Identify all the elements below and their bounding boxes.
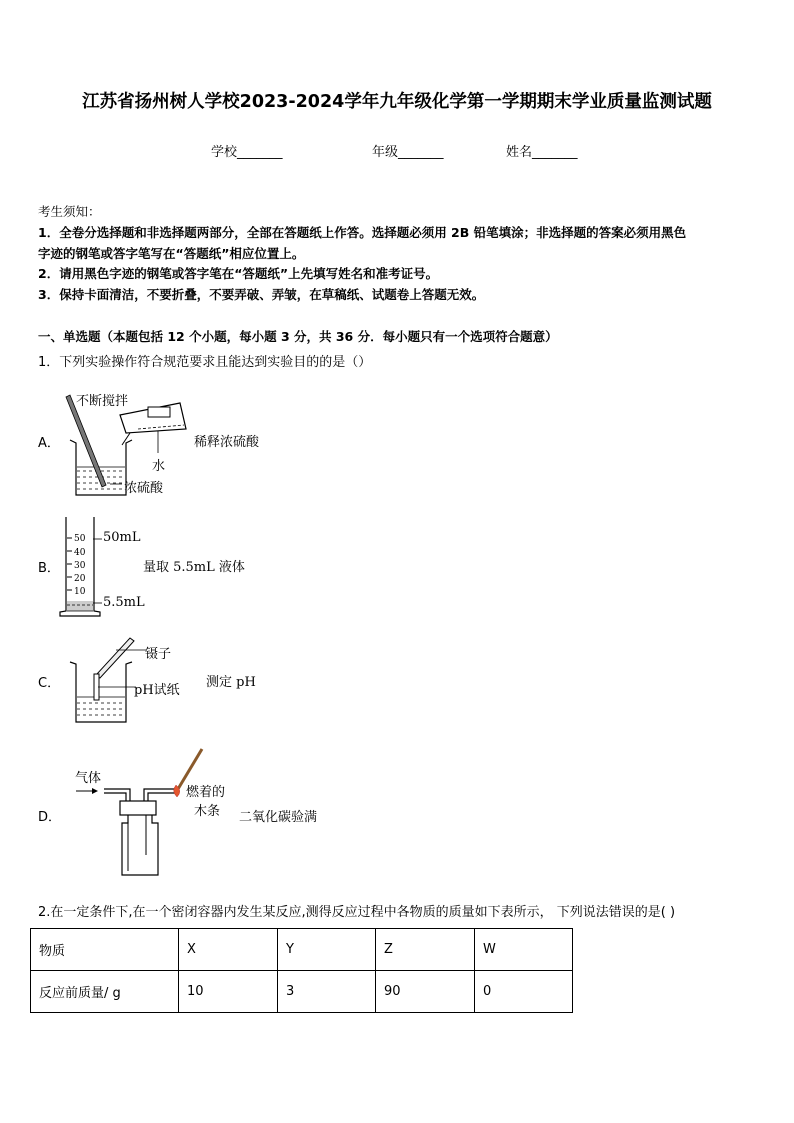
tick-label: 40	[74, 548, 86, 558]
cylinder-bottom-label: 5.5mL	[103, 595, 145, 610]
table-cell: X	[179, 929, 278, 971]
notice-item: 1．全卷分选择题和非选择题两部分，全部在答题纸上作答。选择题必须用 2B 铅笔填涂；非选择题的答案必须用黑色	[38, 225, 687, 240]
option-d-letter: D．	[38, 810, 62, 825]
tick-label: 50	[74, 534, 86, 544]
tweezers-label: 镊子	[145, 647, 172, 662]
table-cell: 3	[278, 971, 376, 1013]
option-a-letter: A．	[38, 436, 60, 451]
tick-label: 10	[74, 587, 86, 597]
option-d-caption: 二氧化碳验满	[239, 810, 318, 825]
notice-item: 字迹的钢笔或答字笔写在“答题纸”相应位置上。	[38, 246, 305, 261]
section-heading: 一、单选题（本题包括 12 个小题，每小题 3 分，共 36 分．每小题只有一个选项符合题意）	[38, 329, 558, 344]
table-row	[31, 971, 573, 1013]
notice-item: 3．保持卡面清洁，不要折叠，不要弄破、弄皱，在草稿纸、试题卷上答题无效。	[38, 287, 485, 302]
table-cell: 10	[179, 971, 278, 1013]
mass-table	[30, 928, 573, 1013]
graduated-cylinder	[58, 515, 108, 619]
grade-field: 年级_______	[372, 145, 444, 160]
water-label: 水	[152, 459, 166, 474]
gas-label: 气体	[75, 771, 102, 786]
table-row	[31, 929, 573, 971]
school-field: 学校_______	[211, 145, 283, 160]
option-a-caption: 稀释浓硫酸	[194, 435, 260, 450]
tick-label: 30	[74, 561, 86, 571]
option-b-caption: 量取 5.5mL 液体	[143, 560, 245, 575]
table-cell: 物质	[31, 929, 179, 971]
option-c-letter: C．	[38, 676, 61, 691]
option-b-letter: B．	[38, 561, 60, 576]
cylinder-top-label: 50mL	[103, 530, 141, 545]
question-1-stem: 1．下列实验操作符合规范要求且能达到实验目的的是（）	[38, 355, 372, 370]
notice-item: 2．请用黑色字迹的钢笔或答字笔在“答题纸”上先填写姓名和准考证号。	[38, 266, 439, 281]
name-field: 姓名_______	[506, 145, 578, 160]
stick-label: 燃着的	[186, 785, 226, 800]
table-cell: 反应前质量/ g	[31, 971, 179, 1013]
stick-label-2: 木条	[194, 804, 221, 819]
table-cell: W	[475, 929, 573, 971]
table-cell: 0	[475, 971, 573, 1013]
table-cell: Y	[278, 929, 376, 971]
ph-paper-label: pH试纸	[134, 683, 180, 698]
acid-label: 浓硫酸	[124, 481, 164, 496]
page-title: 江苏省扬州树人学校2023-2024学年九年级化学第一学期期末学业质量监测试题	[82, 92, 712, 112]
stir-label: 不断搅拌	[76, 394, 129, 409]
notice-heading: 考生须知：	[38, 204, 101, 219]
option-c-caption: 测定 pH	[206, 675, 256, 690]
table-cell: Z	[376, 929, 475, 971]
tick-label: 20	[74, 574, 86, 584]
question-2-stem: 2.在一定条件下,在一个密闭容器内发生某反应,测得反应过程中各物质的质量如下表所示， 下列说法错误的是( )	[38, 905, 676, 920]
table-cell: 90	[376, 971, 475, 1013]
